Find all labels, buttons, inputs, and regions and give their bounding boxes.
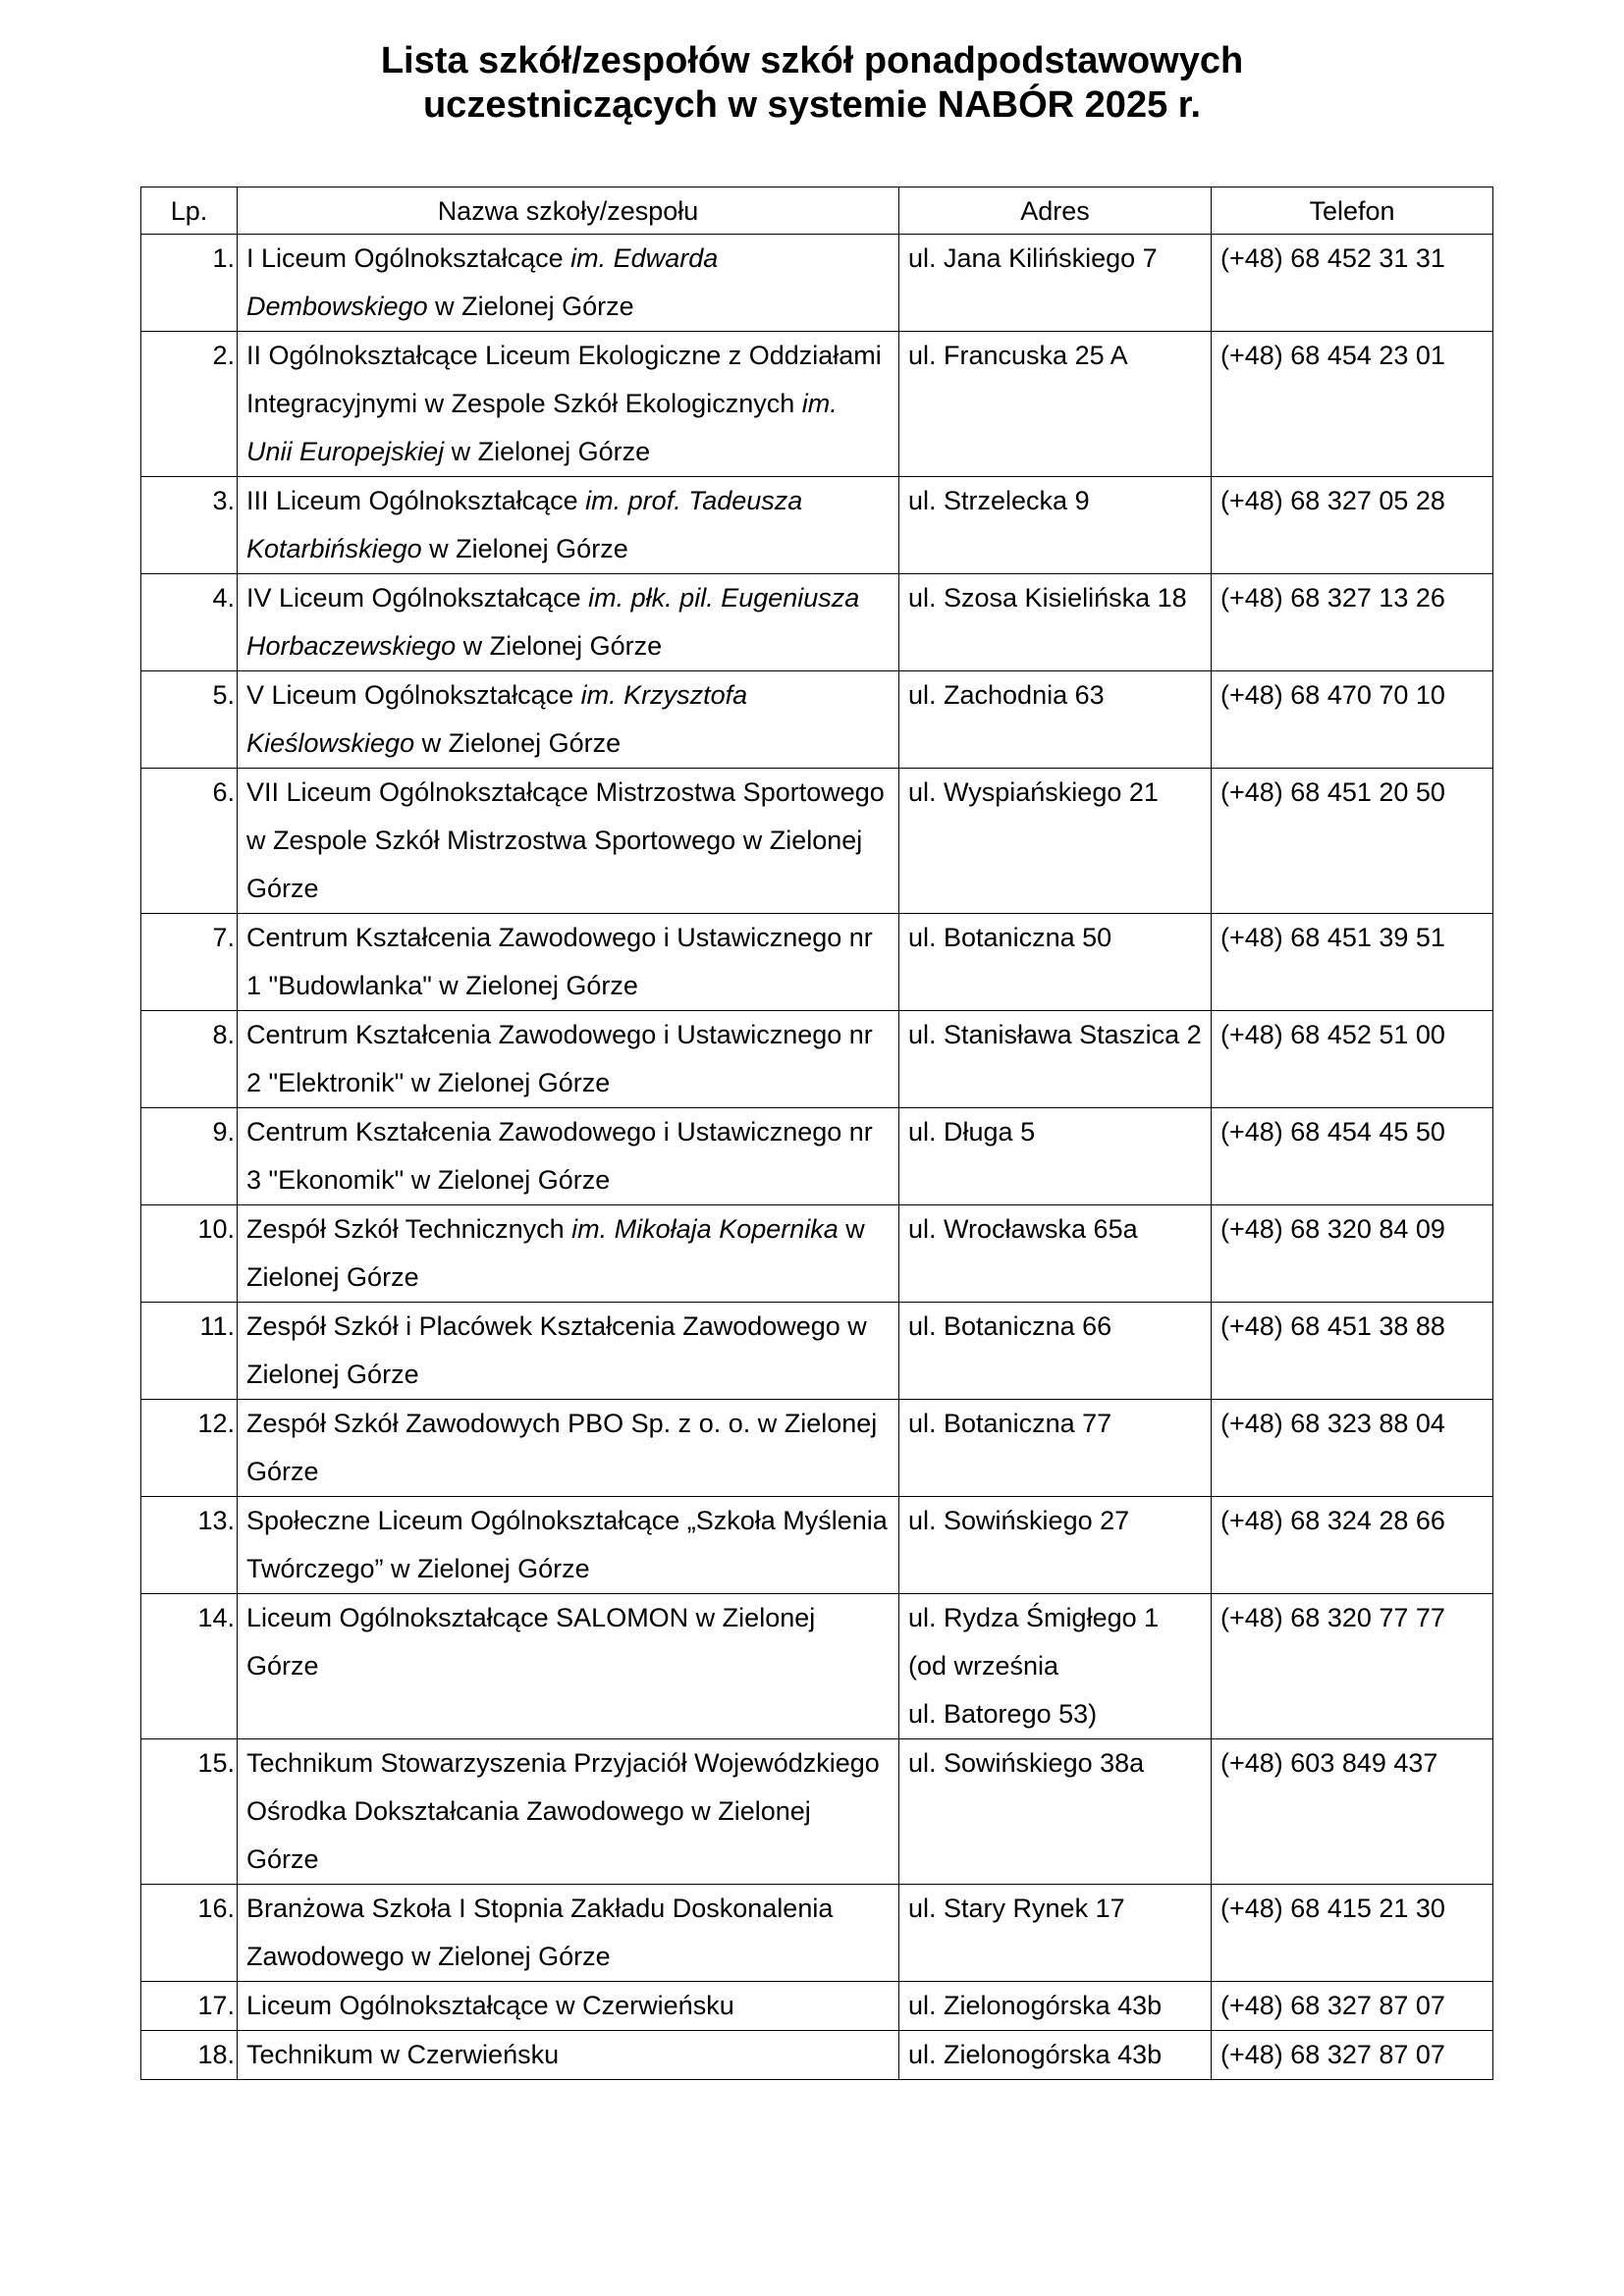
school-name-text: Centrum Kształcenia Zawodowego i Ustawicznego nr 2 "Elektronik" w Zielonej Górze xyxy=(246,1020,873,1097)
header-name: Nazwa szkoły/zespołu xyxy=(238,187,899,235)
table-row xyxy=(141,2031,1493,2080)
cell-school-name xyxy=(238,671,899,769)
address-line: ul. Wyspiańskiego 21 xyxy=(908,777,1159,807)
cell-lp: 11. xyxy=(141,1303,238,1400)
cell-phone: (+48) 68 323 88 04 xyxy=(1212,1400,1493,1497)
cell-phone: (+48) 68 327 87 07 xyxy=(1212,1982,1493,2031)
cell-school-name xyxy=(238,1594,899,1739)
cell-address xyxy=(899,1594,1212,1739)
school-name-text: w Zielonej Górze xyxy=(421,534,628,563)
header-phone: Telefon xyxy=(1212,187,1493,235)
cell-school-name xyxy=(238,332,899,477)
cell-school-name xyxy=(238,1205,899,1303)
school-name-text: Centrum Kształcenia Zawodowego i Ustawicznego nr 1 "Budowlanka" w Zielonej Górze xyxy=(246,923,873,1000)
school-name-text: Zespół Szkół Technicznych xyxy=(246,1214,572,1244)
school-name-text: w Zielonej Górze xyxy=(444,437,651,466)
cell-school-name xyxy=(238,1303,899,1400)
cell-school-name xyxy=(238,477,899,574)
cell-lp: 6. xyxy=(141,769,238,914)
title-line-1: Lista szkół/zespołów szkół ponadpodstawowych xyxy=(380,40,1244,81)
cell-lp: 8. xyxy=(141,1011,238,1108)
table-row xyxy=(141,1739,1493,1885)
address-line: ul. Szosa Kisielińska 18 xyxy=(908,583,1187,613)
address-line: ul. Sowińskiego 27 xyxy=(908,1506,1130,1535)
cell-phone: (+48) 68 451 38 88 xyxy=(1212,1303,1493,1400)
school-patron-text: im. Edwarda Dembowskiego xyxy=(246,243,719,321)
cell-address xyxy=(899,671,1212,769)
cell-lp: 15. xyxy=(141,1739,238,1885)
table-row xyxy=(141,1594,1493,1739)
cell-lp: 4. xyxy=(141,574,238,671)
table-row xyxy=(141,1205,1493,1303)
cell-phone: (+48) 68 451 39 51 xyxy=(1212,914,1493,1011)
table-row xyxy=(141,477,1493,574)
address-line: ul. Rydza Śmigłego 1 xyxy=(908,1603,1160,1632)
table-row xyxy=(141,1303,1493,1400)
cell-address xyxy=(899,769,1212,914)
table-body xyxy=(141,235,1493,2080)
cell-school-name xyxy=(238,1885,899,1982)
school-name-text: Technikum Stowarzyszenia Przyjaciół Wojewódzkiego Ośrodka Dokształcania Zawodowego w Zielonej Górze xyxy=(246,1748,880,1874)
cell-phone: (+48) 68 454 45 50 xyxy=(1212,1108,1493,1205)
school-name-text: VII Liceum Ogólnokształcące Mistrzostwa Sportowego w Zespole Szkół Mistrzostwa Sportowego w Zielonej Górze xyxy=(246,777,885,903)
address-line: ul. Botaniczna 66 xyxy=(908,1311,1112,1341)
cell-phone: (+48) 68 452 31 31 xyxy=(1212,235,1493,332)
address-line: ul. Wrocławska 65a xyxy=(908,1214,1138,1244)
cell-lp: 13. xyxy=(141,1497,238,1594)
table-header-row xyxy=(141,187,1493,235)
school-name-text: I Liceum Ogólnokształcące xyxy=(246,243,571,273)
address-line: (od września xyxy=(908,1651,1059,1681)
address-line: ul. Stary Rynek 17 xyxy=(908,1894,1125,1923)
table-row xyxy=(141,1885,1493,1982)
address-line: ul. Jana Kilińskiego 7 xyxy=(908,243,1158,273)
cell-lp: 14. xyxy=(141,1594,238,1739)
school-name-text: Zespół Szkół Zawodowych PBO Sp. z o. o. w Zielonej Górze xyxy=(246,1409,878,1486)
table-row xyxy=(141,1497,1493,1594)
cell-address xyxy=(899,914,1212,1011)
cell-phone: (+48) 68 451 20 50 xyxy=(1212,769,1493,914)
address-line: ul. Długa 5 xyxy=(908,1117,1036,1147)
cell-lp: 12. xyxy=(141,1400,238,1497)
cell-phone: (+48) 68 327 05 28 xyxy=(1212,477,1493,574)
school-name-text: Technikum w Czerwieńsku xyxy=(246,2040,560,2069)
table-row xyxy=(141,332,1493,477)
cell-lp: 2. xyxy=(141,332,238,477)
cell-lp: 9. xyxy=(141,1108,238,1205)
cell-school-name xyxy=(238,914,899,1011)
cell-address xyxy=(899,1885,1212,1982)
school-patron-text: im. płk. pil. Eugeniusza Horbaczewskiego xyxy=(246,583,860,661)
school-name-text: Centrum Kształcenia Zawodowego i Ustawicznego nr 3 "Ekonomik" w Zielonej Górze xyxy=(246,1117,873,1195)
cell-lp: 18. xyxy=(141,2031,238,2080)
school-name-text: w Zielonej Górze xyxy=(456,631,663,661)
cell-phone: (+48) 68 324 28 66 xyxy=(1212,1497,1493,1594)
address-line: ul. Batorego 53) xyxy=(908,1699,1098,1729)
cell-address xyxy=(899,235,1212,332)
table-row xyxy=(141,1982,1493,2031)
address-line: ul. Zielonogórska 43b xyxy=(908,1991,1163,2020)
school-name-text: IV Liceum Ogólnokształcące xyxy=(246,583,589,613)
school-name-text: Branżowa Szkoła I Stopnia Zakładu Doskonalenia Zawodowego w Zielonej Górze xyxy=(246,1894,834,1971)
cell-school-name xyxy=(238,1739,899,1885)
cell-address xyxy=(899,1497,1212,1594)
header-address: Adres xyxy=(899,187,1212,235)
cell-lp: 3. xyxy=(141,477,238,574)
cell-address xyxy=(899,1739,1212,1885)
cell-phone: (+48) 68 320 84 09 xyxy=(1212,1205,1493,1303)
cell-lp: 1. xyxy=(141,235,238,332)
cell-phone: (+48) 68 454 23 01 xyxy=(1212,332,1493,477)
school-name-text: III Liceum Ogólnokształcące xyxy=(246,486,586,515)
cell-address xyxy=(899,1303,1212,1400)
school-patron-text: im. Unii Europejskiej xyxy=(246,389,838,466)
cell-address xyxy=(899,1982,1212,2031)
table-row xyxy=(141,1400,1493,1497)
cell-school-name xyxy=(238,1982,899,2031)
address-line: ul. Sowińskiego 38a xyxy=(908,1748,1145,1778)
school-name-text: II Ogólnokształcące Liceum Ekologiczne z Oddziałami Integracyjnymi w Zespole Szkół Ekologicznych xyxy=(246,341,882,418)
school-name-text: Liceum Ogólnokształcące SALOMON w Zielonej Górze xyxy=(246,1603,816,1681)
table-row xyxy=(141,235,1493,332)
schools-table xyxy=(140,187,1493,2080)
cell-lp: 17. xyxy=(141,1982,238,2031)
cell-phone: (+48) 68 452 51 00 xyxy=(1212,1011,1493,1108)
school-patron-text: im. prof. Tadeusza Kotarbińskiego xyxy=(246,486,803,563)
cell-phone: (+48) 68 415 21 30 xyxy=(1212,1885,1493,1982)
cell-address xyxy=(899,477,1212,574)
header-lp: Lp. xyxy=(141,187,238,235)
school-patron-text: im. Mikołaja Kopernika xyxy=(571,1214,839,1244)
cell-address xyxy=(899,1205,1212,1303)
cell-phone: (+48) 68 327 87 07 xyxy=(1212,2031,1493,2080)
address-line: ul. Botaniczna 50 xyxy=(908,923,1112,952)
cell-address xyxy=(899,1400,1212,1497)
cell-address xyxy=(899,332,1212,477)
school-name-text: Liceum Ogólnokształcące w Czerwieńsku xyxy=(246,1991,734,2020)
cell-address xyxy=(899,574,1212,671)
page-title xyxy=(0,39,1624,128)
school-name-text: w Zielonej Górze xyxy=(414,728,622,758)
school-name-text: w Zielonej Górze xyxy=(427,292,634,321)
table-row xyxy=(141,671,1493,769)
table-row xyxy=(141,769,1493,914)
cell-address xyxy=(899,1108,1212,1205)
cell-school-name xyxy=(238,1497,899,1594)
cell-school-name xyxy=(238,769,899,914)
table-row xyxy=(141,574,1493,671)
school-name-text: V Liceum Ogólnokształcące xyxy=(246,680,581,710)
table-row xyxy=(141,1108,1493,1205)
address-line: ul. Botaniczna 77 xyxy=(908,1409,1112,1438)
school-patron-text: im. Krzysztofa Kieślowskiego xyxy=(246,680,748,758)
cell-lp: 7. xyxy=(141,914,238,1011)
cell-school-name xyxy=(238,1400,899,1497)
school-name-text: w Zielonej Górze xyxy=(246,1214,865,1292)
cell-phone: (+48) 68 327 13 26 xyxy=(1212,574,1493,671)
cell-address xyxy=(899,1011,1212,1108)
address-line: ul. Strzelecka 9 xyxy=(908,486,1090,515)
cell-school-name xyxy=(238,1011,899,1108)
address-line: ul. Francuska 25 A xyxy=(908,341,1128,370)
table-row xyxy=(141,1011,1493,1108)
cell-school-name xyxy=(238,1108,899,1205)
cell-phone: (+48) 68 470 70 10 xyxy=(1212,671,1493,769)
cell-address xyxy=(899,2031,1212,2080)
cell-phone: (+48) 603 849 437 xyxy=(1212,1739,1493,1885)
cell-phone: (+48) 68 320 77 77 xyxy=(1212,1594,1493,1739)
title-line-2: uczestniczących w systemie NABÓR 2025 r. xyxy=(422,84,1202,126)
cell-lp: 5. xyxy=(141,671,238,769)
cell-lp: 16. xyxy=(141,1885,238,1982)
cell-school-name xyxy=(238,574,899,671)
address-line: ul. Zachodnia 63 xyxy=(908,680,1105,710)
cell-lp: 10. xyxy=(141,1205,238,1303)
address-line: ul. Stanisława Staszica 2 xyxy=(908,1020,1202,1049)
address-line: ul. Zielonogórska 43b xyxy=(908,2040,1163,2069)
table-row xyxy=(141,914,1493,1011)
cell-school-name xyxy=(238,235,899,332)
school-name-text: Społeczne Liceum Ogólnokształcące „Szkoła Myślenia Twórczego” w Zielonej Górze xyxy=(246,1506,888,1583)
cell-school-name xyxy=(238,2031,899,2080)
school-name-text: Zespół Szkół i Placówek Kształcenia Zawodowego w Zielonej Górze xyxy=(246,1311,867,1389)
